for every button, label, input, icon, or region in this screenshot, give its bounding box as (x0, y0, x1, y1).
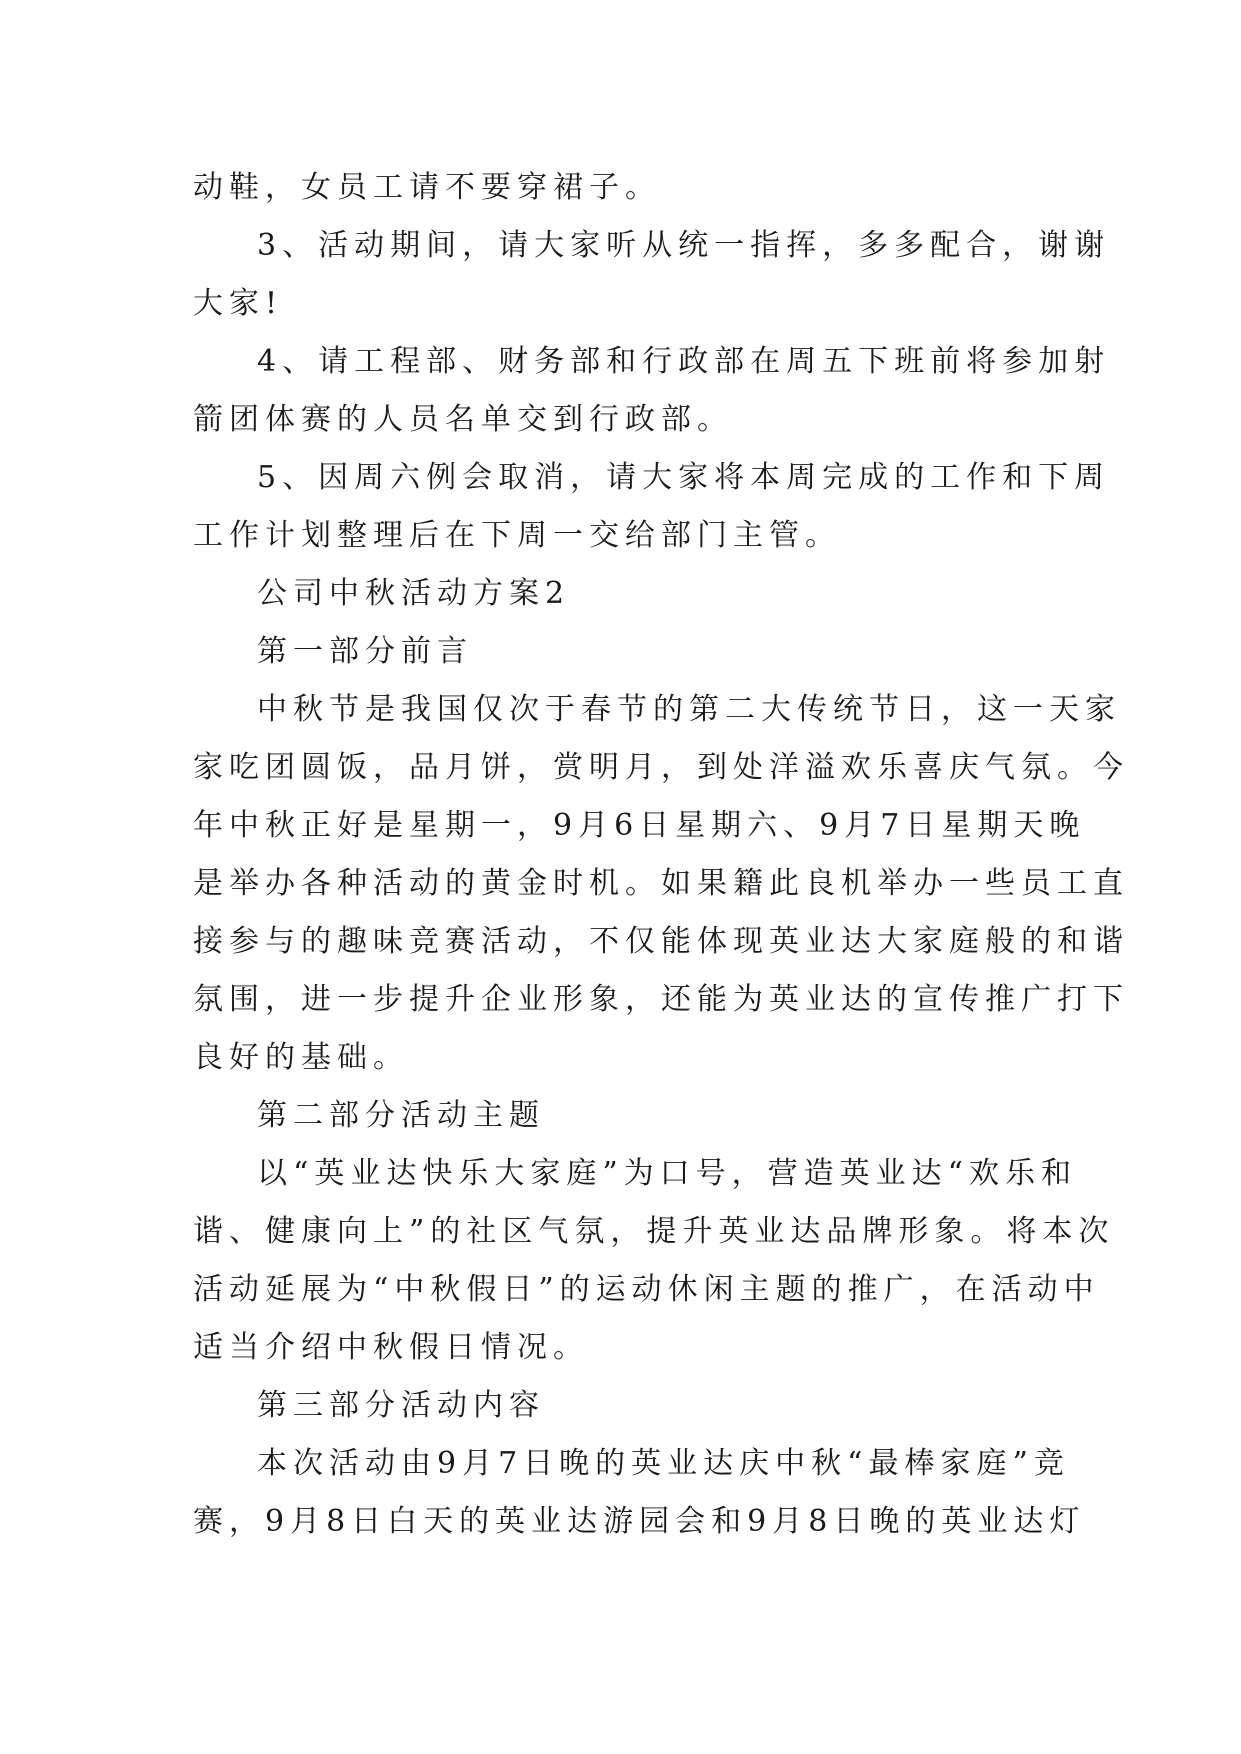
section-heading: 第二部分活动主题 (257, 1098, 545, 1133)
text-line: 3、活动期间，请大家听从统一指挥，多多配合，谢谢 (257, 228, 1111, 263)
text-line: 良好的基础。 (193, 1040, 409, 1075)
section-heading: 第三部分活动内容 (257, 1388, 545, 1423)
text-line: 适当介绍中秋假日情况。 (193, 1330, 589, 1365)
text-line: 箭团体赛的人员名单交到行政部。 (193, 402, 733, 437)
section-heading: 第一部分前言 (257, 634, 473, 669)
text-line: 大家! (193, 286, 284, 321)
text-line: 动鞋，女员工请不要穿裙子。 (193, 170, 661, 205)
text-line: 谐、健康向上”的社区气氛，提升英业达品牌形象。将本次 (193, 1214, 1115, 1249)
text-line: 以“英业达快乐大家庭”为口号，营造英业达“欢乐和 (257, 1156, 1078, 1191)
text-line: 本次活动由9月7日晚的英业达庆中秋“最棒家庭”竞 (257, 1446, 1070, 1481)
text-line: 是举办各种活动的黄金时机。如果籍此良机举办一些员工直 (193, 866, 1129, 901)
text-line: 5、因周六例会取消，请大家将本周完成的工作和下周 (257, 460, 1111, 495)
text-line: 接参与的趣味竞赛活动，不仅能体现英业达大家庭般的和谐 (193, 924, 1129, 959)
text-line: 4、请工程部、财务部和行政部在周五下班前将参加射 (257, 344, 1111, 379)
text-line: 赛，9月8日白天的英业达游园会和9月8日晚的英业达灯 (193, 1504, 1086, 1539)
text-line: 年中秋正好是星期一，9月6日星期六、9月7日星期天晚 (193, 808, 1086, 843)
section-heading: 公司中秋活动方案2 (257, 576, 571, 611)
text-line: 家吃团圆饭，品月饼，赏明月，到处洋溢欢乐喜庆气氛。今 (193, 750, 1129, 785)
text-line: 中秋节是我国仅次于春节的第二大传统节日，这一天家 (257, 692, 1121, 727)
text-line: 氛围，进一步提升企业形象，还能为英业达的宣传推广打下 (193, 982, 1129, 1017)
text-line: 活动延展为“中秋假日”的运动休闲主题的推广，在活动中 (193, 1272, 1100, 1307)
text-line: 工作计划整理后在下周一交给部门主管。 (193, 518, 841, 553)
